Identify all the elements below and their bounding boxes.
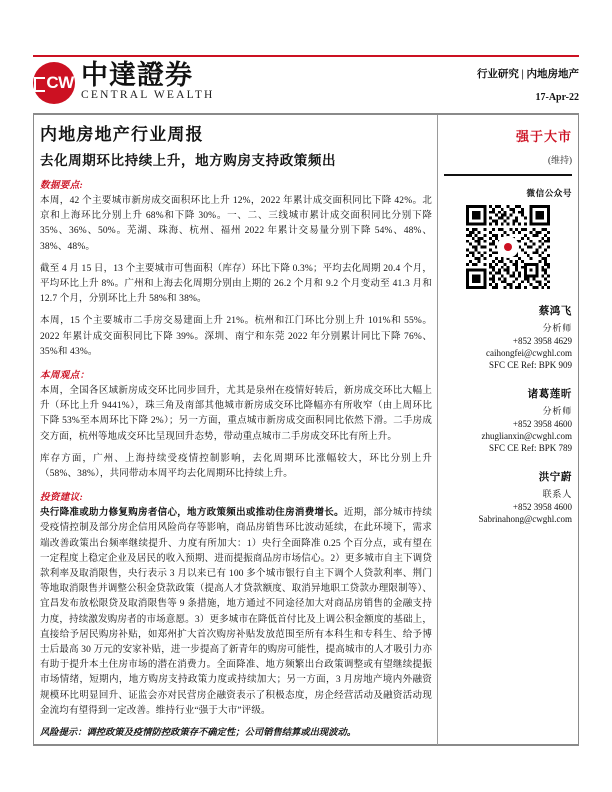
masthead	[33, 60, 579, 110]
paragraph-investment	[40, 506, 432, 719]
report-category: 行业研究 | 内地房地产	[476, 69, 579, 80]
paragraph-data-point-2: 截至 4 月 15 日，13 个主要城市可售面积（库存）环比下降 0.3%；平均去化周期 20.4 个月，平均环比上升 8%。广州和上海去化周期分别由上期的 26.2 个月和 9.2 个月变动至 41.3 月和 12.7 个月，分别环比上升 58%和 38%。	[40, 263, 432, 305]
analyst-role: 分析师	[542, 405, 572, 416]
analyst-contact	[444, 386, 572, 453]
paragraph-data-point-1: 本周，42 个主要城市新房成交面积环比上升 12%，2022 年累计成交面积同比下降 42%。北京和上海环比分别上升 68%和下降 30%。一、二、三线城市累计成交面积同比分别下降 35%、36%、50%。芜湖、珠海、杭州、福州 2022 年累计交易量分别下降 54%、48%、38%、48%。	[40, 196, 432, 252]
cw-logo-icon	[33, 62, 75, 104]
logo-mark-text: CW	[46, 73, 74, 92]
analyst-sfc-ref: SFC CE Ref: BPK 789	[488, 442, 572, 453]
frame-bottom-border	[33, 744, 579, 746]
section-heading-investment: 投资建议:	[40, 492, 84, 504]
qr-center-logo-icon	[497, 236, 519, 258]
wechat-label: 微信公众号	[526, 187, 572, 198]
investment-body-text: 近期，部分城市持续受疫情控制及部分房企信用风险尚存等影响，商品房销售环比波动延续，在此环境下，需求端改善政策出台频率继续提升、力度有所加大：1）央行全面降准 0.25 个百分点，或有望在一定程度上稳定企业及居民的收入预期、进而提振商品房市场信心。2）更多城市自主下调贷款利率及取消限售，央行表示 3 月以来已有 100 多个城市银行自主下调个人贷款利率、荆门等地取消限售并调整公积金贷款政策（提高人才贷款额度、取消异地职工贷款办理限制等）、宜昌发布放松限贷及取消限售等 9 条措施，地方通过不同途径加大对商品房销售的金融支持力度，持续激发购房者的市场意愿。3）更多城市在降低首付比及上调公积金额度的基础上，直接给予居民购房补贴，如郑州扩大首次购房补贴发放范围至所有本科生和专科生、给予博士后最高 30 万元的安家补贴，进一步提高了新青年的购房可能性，提高城市的人才吸引力亦有助于提升本土住房市场的潜在消费力。全面降准、地方频繁出台政策调整或有望继续提振市场情绪，短期内，地方购房支持政策力度或持续加大；另一方面，3 月房地产境内外融资规模环比明显回升、证监会亦对民营房企融资表示了积极态度，房企经营活动及融资活动现金流均有望得到一定改善。维持行业“强于大市”评级。	[40, 508, 432, 716]
logo-english-name: CENTRAL WEALTH	[81, 89, 215, 101]
rating-badge: 强于大市	[515, 129, 572, 144]
investment-lead-text: 央行降准或助力修复购房者信心，地方政策频出或推动住房消费增长。	[40, 508, 344, 519]
analyst-phone[interactable]: +852 3958 4629	[512, 335, 572, 346]
analyst-phone[interactable]: +852 3958 4600	[512, 418, 572, 429]
qr-code-wrap	[444, 205, 572, 289]
analyst-role: 联系人	[542, 488, 572, 499]
masthead-divider	[33, 113, 579, 115]
top-red-rule	[33, 55, 579, 57]
page-subtitle: 去化周期环比持续上升，地方购房支持政策频出	[40, 153, 337, 168]
analyst-contact	[444, 303, 572, 370]
analyst-sfc-ref: SFC CE Ref: BPK 909	[488, 359, 572, 370]
analyst-email[interactable]: Sabrinahong@cwghl.com	[478, 513, 572, 524]
analyst-name: 诸葛莲昕	[527, 388, 572, 400]
analyst-email[interactable]: zhuglianxin@cwghl.com	[481, 430, 572, 441]
company-logo	[33, 62, 215, 104]
masthead-meta	[477, 66, 579, 103]
sidebar	[444, 120, 572, 524]
section-heading-weekly-view: 本周观点：	[40, 370, 90, 382]
page-title: 内地房地产行业周报	[40, 125, 204, 144]
main-content	[40, 118, 432, 741]
analyst-name: 洪宁蔚	[538, 471, 572, 483]
rating-status: (维持)	[548, 155, 572, 165]
logo-chinese-name: 中達證券	[81, 60, 193, 90]
section-heading-data-points: 数据要点:	[40, 180, 84, 191]
sidebar-divider	[444, 174, 572, 176]
analyst-role: 分析师	[542, 322, 572, 333]
analyst-contact	[444, 469, 572, 524]
frame-left-border	[33, 115, 34, 745]
frame-right-border	[578, 115, 579, 745]
wechat-qr-code-icon[interactable]	[466, 205, 550, 289]
risk-disclaimer: 风险提示：调控政策及疫情防控政策存不确定性；公司销售结算或出现波动。	[40, 728, 357, 739]
analyst-phone[interactable]: +852 3958 4600	[512, 501, 572, 512]
analyst-name: 蔡鸿飞	[538, 305, 572, 317]
paragraph-weekly-view-1: 本周，全国各区域新房成交环比同步回升，尤其是泉州在疫情好转后，新房成交环比大幅上升（环比上升 9441%），珠三角及南部其他城市新房成交环比降幅亦有所收窄（由上周环比下降 53%至本周环比下降 2%）；另一方面，重点城市新房成交面积同比依然下滑。二手房成交方面，杭州等地成交环比呈现回升态势，带动重点城市二手房成交环比有所上升。	[40, 386, 432, 442]
analyst-email[interactable]: caihongfei@cwghl.com	[485, 347, 572, 358]
report-date: 17-Apr-22	[535, 92, 579, 103]
paragraph-data-point-3: 本周，15 个主要城市二手房交易建面上升 21%。杭州和江门环比分别上升 101%和 55%。2022 年累计成交面积同比下降 39%。深圳、南宁和东莞 2022 年分别累计同比下降 76%、35%和 43%。	[40, 316, 432, 357]
paragraph-weekly-view-2: 库存方面，广州、上海持续受疫情控制影响，去化周期环比涨幅较大，环比分别上升（58%、38%），共同带动本周平均去化周期环比持续上升。	[40, 453, 432, 480]
content-sidebar-divider	[437, 115, 438, 745]
